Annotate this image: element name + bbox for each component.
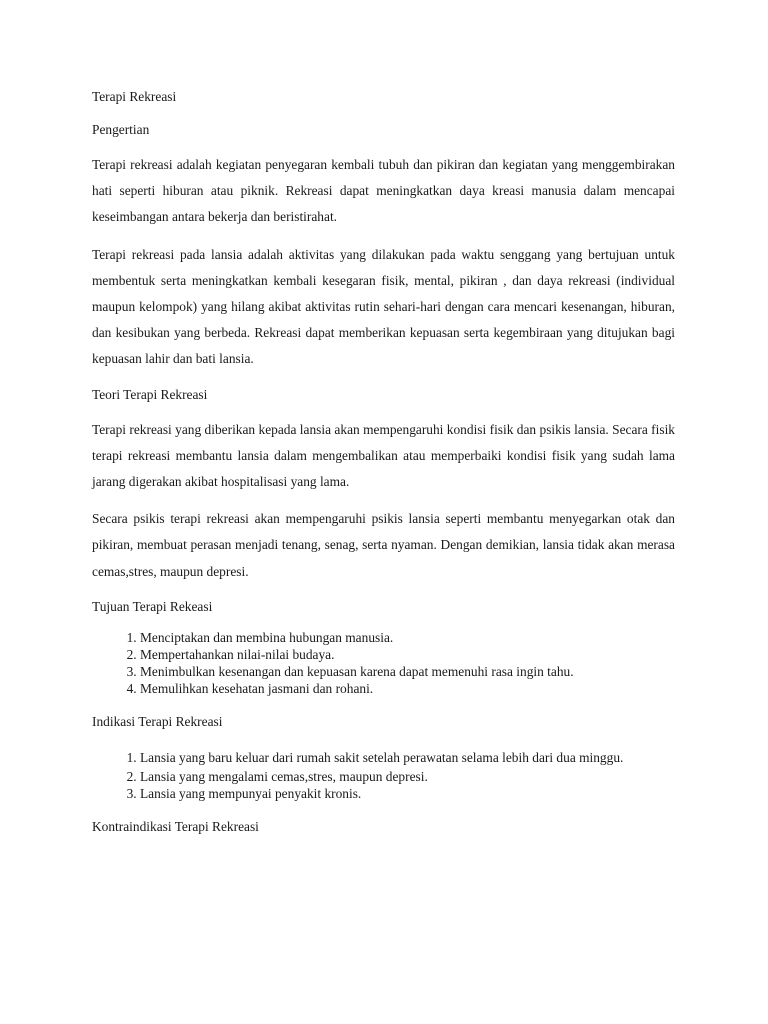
paragraph-pengertian-1: Terapi rekreasi adalah kegiatan penyegaran kembali tubuh dan pikiran dan kegiatan yang menggembirakan hati seperti hiburan atau piknik. Rekreasi dapat meningkatkan daya kreasi manusia dalam mencapai keseimbangan antara bekerja dan beristirahat. (92, 157, 675, 225)
list-item: 2. Mempertahankan nilai-nilai budaya. (140, 646, 675, 663)
list-item: 1. Lansia yang baru keluar dari rumah sakit setelah perawatan selama lebih dari dua minggu. (140, 744, 675, 772)
paragraph-teori-1: Terapi rekreasi yang diberikan kepada lansia akan mempengaruhi kondisi fisik dan psikis lansia. Secara fisik terapi rekreasi membantu lansia dalam mengembalikan atau memperbaiki kondisi fisik yang sudah lama jarang digerakan akibat hospitalisasi yang lama. (92, 421, 675, 490)
heading-kontraindikasi: Kontraindikasi Terapi Rekreasi (92, 818, 259, 834)
heading-teori: Teori Terapi Rekreasi (92, 386, 208, 402)
list-tujuan (92, 629, 675, 697)
paragraph-pengertian-2: Terapi rekreasi pada lansia adalah aktivitas yang dilakukan pada waktu senggang yang bertujuan untuk membentuk serta meningkatkan kembali kesegaran fisik, mental, pikiran , dan daya rekreasi (individual maupun kelompok) yang hilang akibat aktivitas rutin sehari-hari dengan cara mencari kesenangan, hiburan, dan kesibukan yang berbeda. Rekreasi dapat memberikan kepuasan serta kegembiraan yang ditujukan bagi kepuasan lahir dan bati lansia. (92, 246, 675, 367)
document-title: Terapi Rekreasi (92, 89, 177, 104)
heading-pengertian: Pengertian (92, 122, 150, 137)
document-page (92, 86, 675, 849)
list-item: 3. Menimbulkan kesenangan dan kepuasan karena dapat memenuhi rasa ingin tahu. (140, 663, 675, 680)
heading-tujuan: Tujuan Terapi Rekeasi (92, 598, 213, 614)
heading-indikasi: Indikasi Terapi Rekreasi (92, 713, 223, 729)
list-item: 2. Lansia yang mengalami cemas,stres, maupun depresi. (140, 768, 675, 785)
paragraph-teori-2: Secara psikis terapi rekreasi akan mempengaruhi psikis lansia seperti membantu menyegarkan otak dan pikiran, membuat perasan menjadi tenang, senag, serta nyaman. Dengan demikian, lansia tidak akan merasa cemas,stres, maupun depresi. (92, 511, 675, 579)
list-item: 3. Lansia yang mempunyai penyakit kronis. (140, 785, 675, 802)
list-item: 4. Memulihkan kesehatan jasmani dan rohani. (140, 680, 675, 697)
list-indikasi (92, 744, 675, 802)
list-item: 1. Menciptakan dan membina hubungan manusia. (140, 629, 675, 646)
